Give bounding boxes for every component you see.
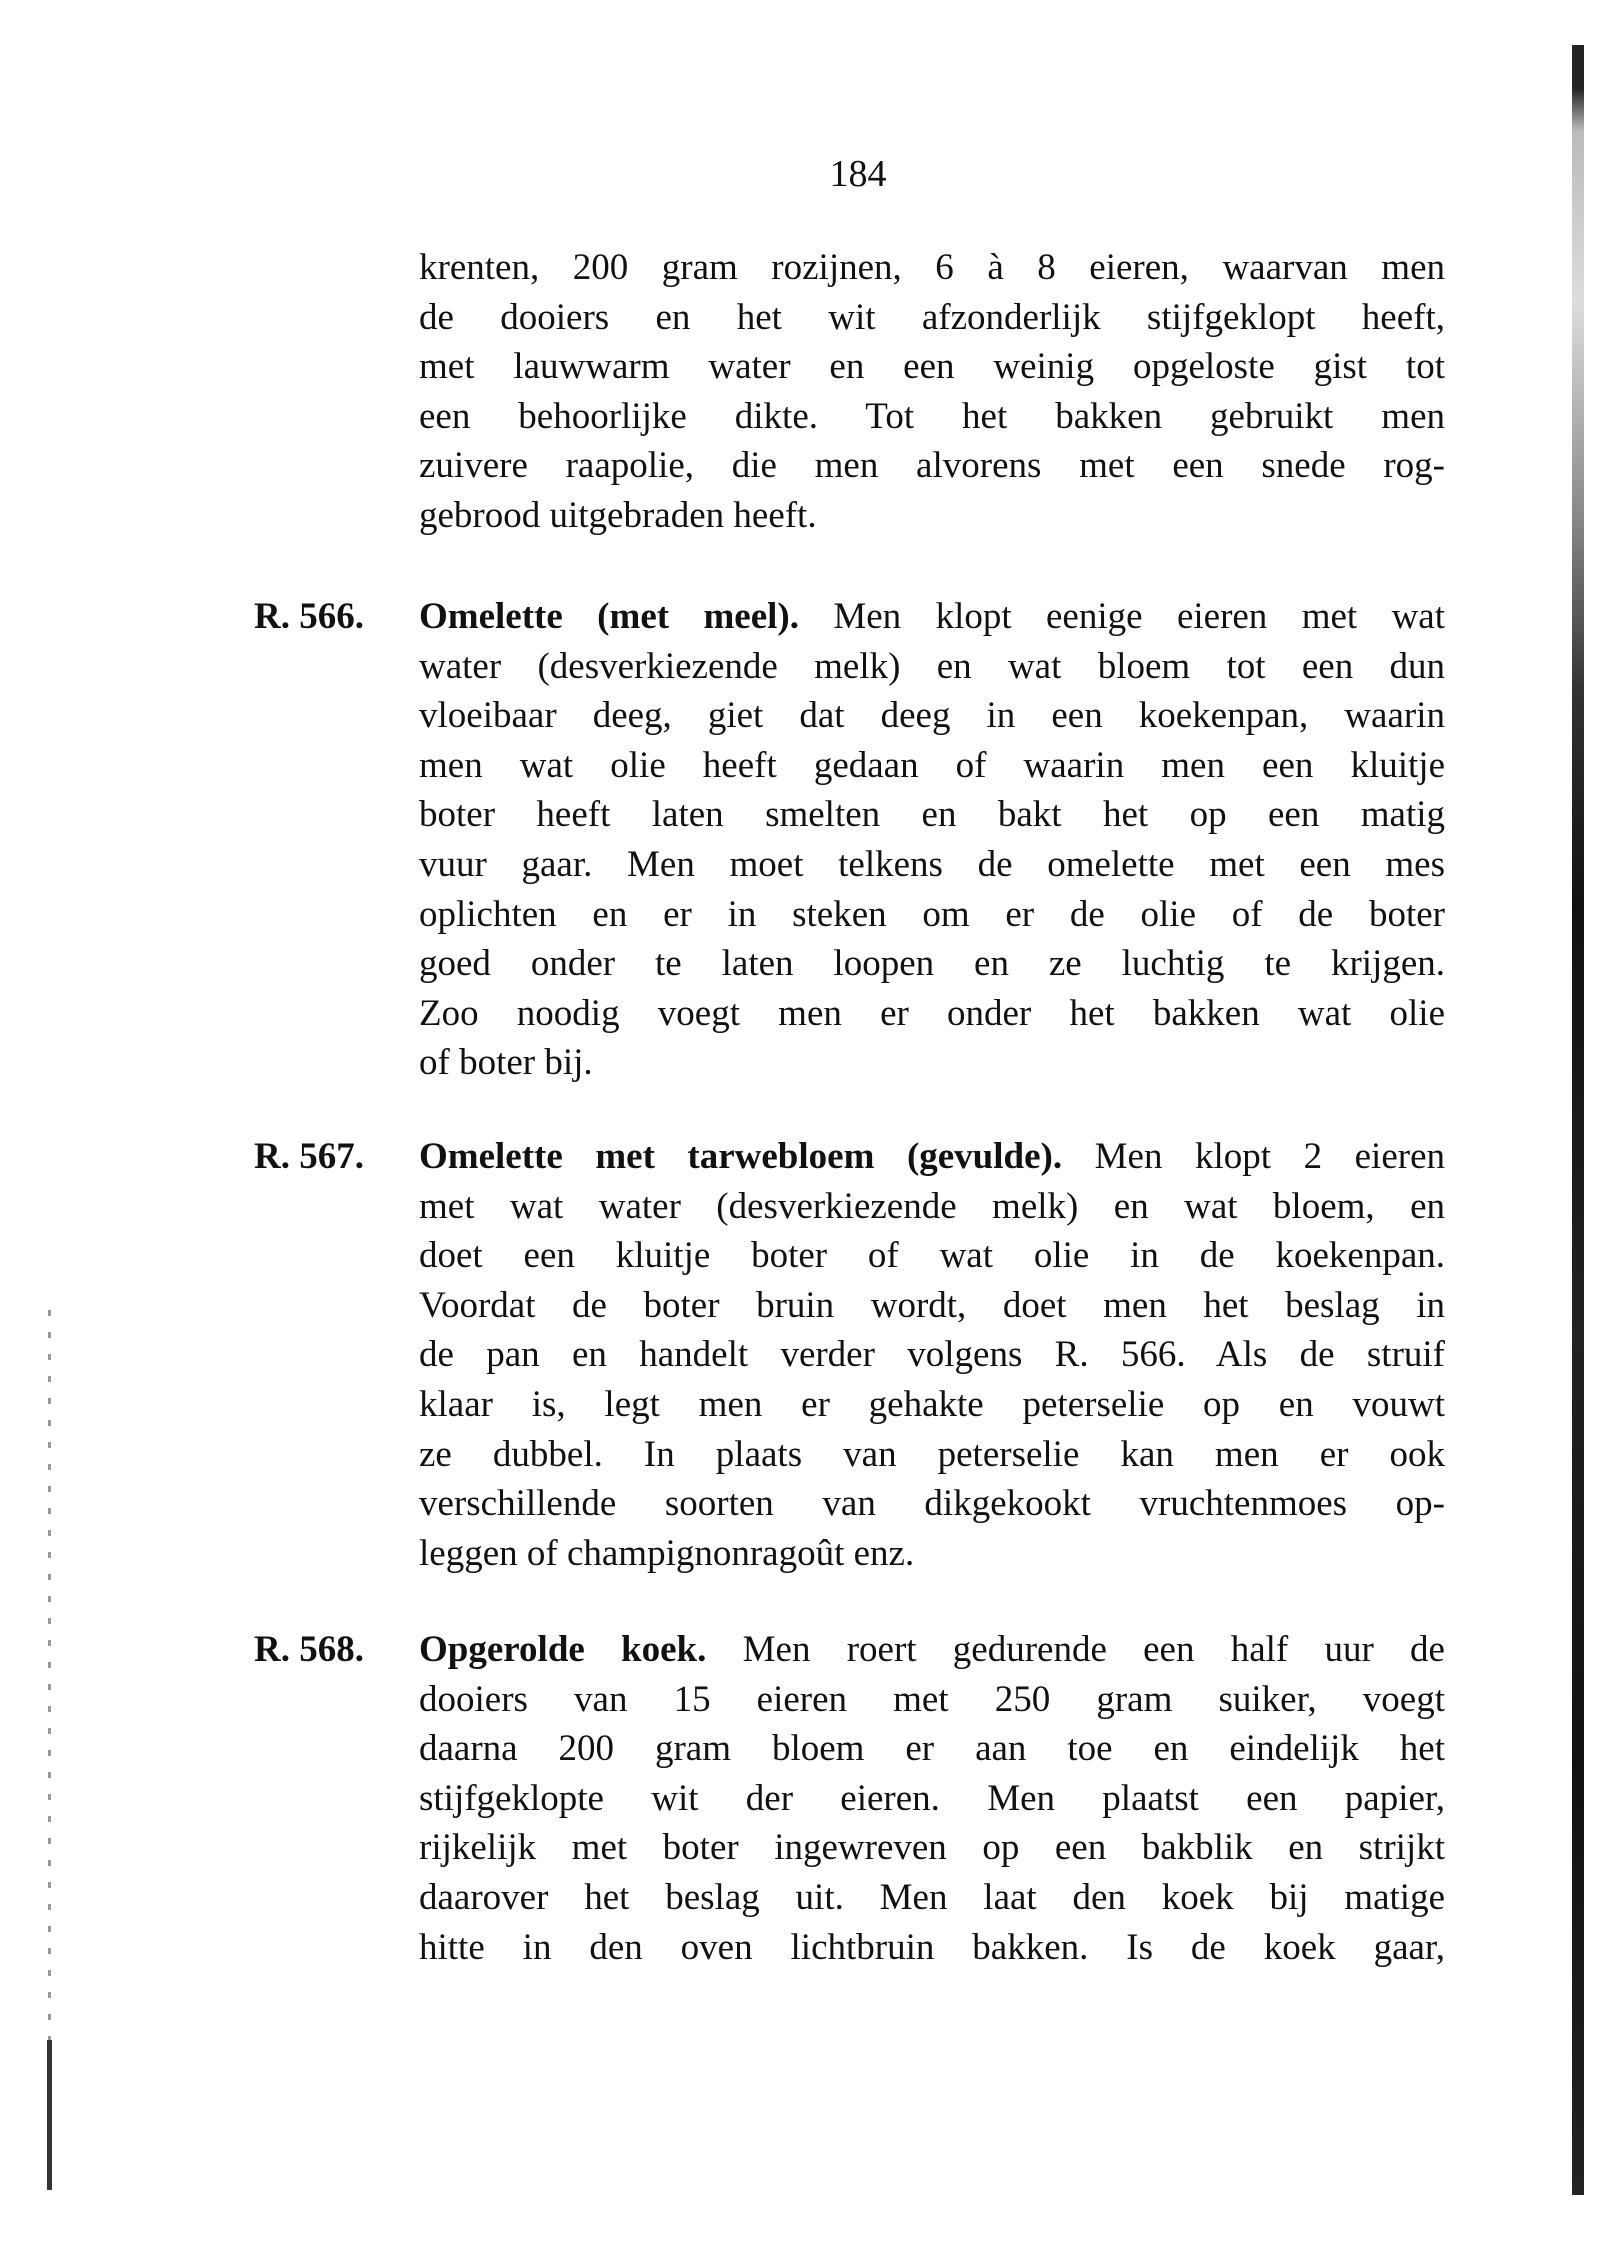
text-line: daarna 200 gram bloem er aan toe en eindelijk het bbox=[419, 1728, 1445, 1770]
text-line: hitte in den oven lichtbruin bakken. Is de koek gaar, bbox=[419, 1926, 1445, 1968]
text-segment: Men roert gedurende een half uur de bbox=[706, 1629, 1445, 1670]
recipe-number: R. 566. bbox=[254, 596, 364, 637]
text-line: daarover het beslag uit. Men laat den koek bij matige bbox=[419, 1876, 1445, 1918]
text-line: dooiers van 15 eieren met 250 gram suiker, voegt bbox=[419, 1678, 1445, 1720]
scan-edge-shadow-left bbox=[47, 2040, 52, 2190]
recipe-566 bbox=[254, 592, 1445, 1088]
recipe-title: Opgerolde koek. bbox=[419, 1629, 707, 1670]
recipe-567 bbox=[254, 1132, 1445, 1578]
intro-paragraph bbox=[419, 243, 1445, 541]
text-line: boter heeft laten smelten en bakt het op een matig bbox=[419, 794, 1445, 836]
text-line: Zoo noodig voegt men er onder het bakken wat olie bbox=[419, 992, 1445, 1034]
recipe-title: Omelette met tarwebloem (gevulde). bbox=[419, 1136, 1063, 1177]
text-line: gebrood uitgebraden heeft. bbox=[419, 494, 817, 536]
text-line: leggen of champignonragoût enz. bbox=[419, 1532, 915, 1574]
recipe-title: Omelette (met meel). bbox=[419, 596, 799, 637]
text-line: ze dubbel. In plaats van peterselie kan men er ook bbox=[419, 1433, 1445, 1475]
text-line: of boter bij. bbox=[419, 1042, 593, 1084]
text-line: men wat olie heeft gedaan of waarin men een kluitje bbox=[419, 744, 1445, 786]
recipe-number: R. 568. bbox=[254, 1629, 364, 1670]
text-line: zuivere raapolie, die men alvorens met een snede rog- bbox=[419, 445, 1445, 487]
text-line: met lauwwarm water en een weinig opgeloste gist tot bbox=[419, 346, 1445, 388]
text-line: doet een kluitje boter of wat olie in de koekenpan. bbox=[419, 1235, 1445, 1277]
text-segment: Men klopt eenige eieren met wat bbox=[798, 596, 1445, 637]
text-line: oplichten en er in steken om er de olie of de boter bbox=[419, 893, 1445, 935]
text-segment: Men klopt 2 eieren bbox=[1062, 1136, 1445, 1177]
recipe-first-line bbox=[419, 592, 1445, 642]
text-line: een behoorlijke dikte. Tot het bakken gebruikt men bbox=[419, 395, 1445, 437]
text-line: stijfgeklopte wit der eieren. Men plaatst een papier, bbox=[419, 1777, 1445, 1819]
text-line: krenten, 200 gram rozijnen, 6 à 8 eieren, waarvan men bbox=[419, 247, 1445, 288]
recipe-568 bbox=[254, 1625, 1445, 1972]
text-line: klaar is, legt men er gehakte peterselie op en vouwt bbox=[419, 1383, 1445, 1425]
text-line: de pan en handelt verder volgens R. 566. Als de struif bbox=[419, 1334, 1445, 1376]
text-line: rijkelijk met boter ingewreven op een bakblik en strijkt bbox=[419, 1827, 1445, 1869]
text-line: verschillende soorten van dikgekookt vruchtenmoes op- bbox=[419, 1483, 1445, 1525]
recipe-number: R. 567. bbox=[254, 1136, 364, 1177]
page-number: 184 bbox=[829, 153, 887, 195]
text-line: met wat water (desverkiezende melk) en wat bloem, en bbox=[419, 1185, 1445, 1227]
scan-edge-shadow-right bbox=[1572, 45, 1584, 2195]
text-line: de dooiers en het wit afzonderlijk stijfgeklopt heeft, bbox=[419, 296, 1445, 338]
text-line: vuur gaar. Men moet telkens de omelette met een mes bbox=[419, 843, 1445, 885]
text-line: goed onder te laten loopen en ze luchtig te krijgen. bbox=[419, 943, 1445, 985]
recipe-first-line bbox=[419, 1625, 1445, 1675]
recipe-first-line bbox=[419, 1132, 1445, 1182]
text-line: vloeibaar deeg, giet dat deeg in een koekenpan, waarin bbox=[419, 695, 1445, 737]
text-line: Voordat de boter bruin wordt, doet men het beslag in bbox=[419, 1284, 1445, 1326]
text-line: water (desverkiezende melk) en wat bloem tot een dun bbox=[419, 645, 1445, 687]
